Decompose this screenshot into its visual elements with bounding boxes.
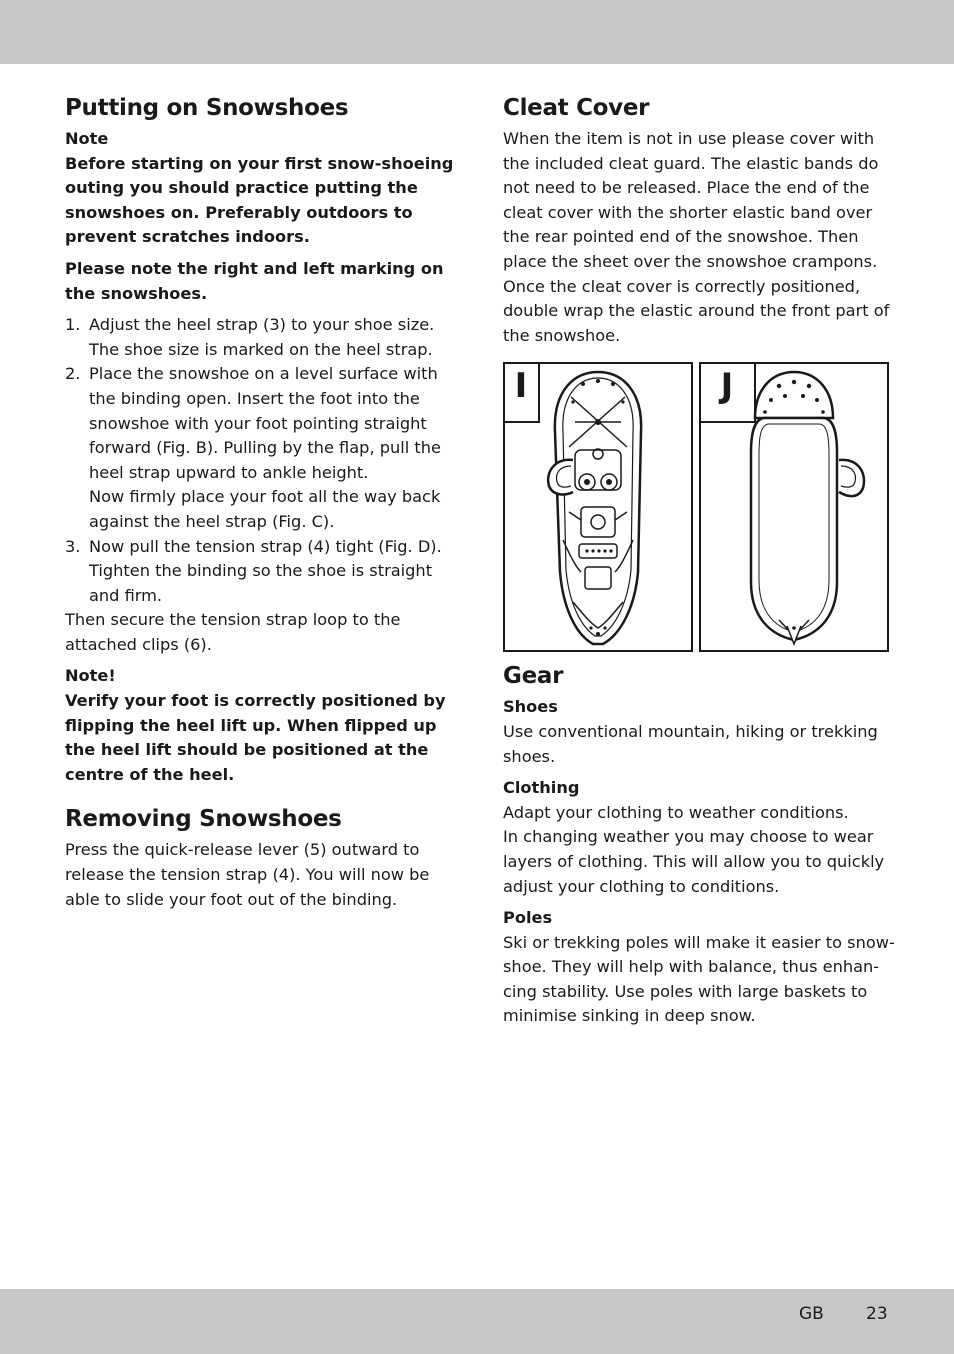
poles-label: Poles (503, 908, 553, 928)
note-label: Note (65, 129, 109, 148)
heading-removing-snowshoes: Removing Snowshoes (65, 806, 342, 833)
note-text-2: Verify your foot is correctly positioned by flipping the heel lift up. When flipped up the heel lift should be positioned at the centre of the heel. (65, 691, 446, 784)
list-item: 2. Place the snowshoe on a level surface with the binding open. Insert the foot into the snowshoe with your foot pointing straight forward (Fig. B). Pulling by the flap, pull the heel strap upward to ankle height. Now firmly place your foot all the way back against the heel strap (Fig. C). (65, 364, 441, 531)
header-band (0, 0, 954, 64)
note-text: Before starting on your first snow-shoeing outing you should practice putting the snowshoes on. Preferably outdoors to prevent scratches indoors. (65, 153, 454, 247)
left-column (65, 92, 457, 912)
note-label-2: Note! (65, 666, 116, 686)
clothing-text: Adapt your clothing to weather conditions. (503, 802, 849, 822)
footer-language: GB (799, 1304, 824, 1324)
figures (503, 362, 895, 652)
clothing-text-2: In changing weather you may choose to wear layers of clothing. This will allow you to quickly adjust your clothing to conditions. (503, 827, 885, 896)
figure-i-label: I (514, 366, 528, 407)
clothing-label: Clothing (503, 778, 580, 798)
list-item: 3. Now pull the tension strap (4) tight (Fig. D). Tighten the binding so the shoe is straight and firm. (65, 536, 442, 605)
right-column (503, 92, 895, 1029)
marking-note: Please note the right and left marking on the snowshoes. (65, 258, 444, 303)
heading-cleat-cover: Cleat Cover (503, 95, 650, 121)
list-item: 1. Adjust the heel strap (3) to your shoe size. The shoe size is marked on the heel strap. (65, 315, 435, 359)
page-number: 23 (866, 1304, 888, 1324)
shoes-label: Shoes (503, 697, 558, 717)
figure-i-snowshoe-illustration (503, 362, 693, 652)
after-steps-text: Then secure the tension strap loop to the attached clips (6). (65, 610, 401, 654)
figure-j-label: J (720, 366, 734, 407)
removing-text: Press the quick-release lever (5) outward to release the tension strap (4). You will now be able to slide your foot out of the binding. (65, 840, 430, 909)
cleat-cover-text: When the item is not in use please cover with the included cleat guard. The elastic bands do not need to be released. Place the end of the cleat cover with the shorter elastic band over the rear pointed end of the snowshoe. Then place the sheet over the snowshoe crampons. Once the cleat cover is correctly positioned, double wrap the elastic around the front part of the snowshoe. (503, 129, 890, 345)
figure-j-cleat-cover-illustration (699, 362, 889, 652)
heading-putting-on-snowshoes: Putting on Snowshoes (65, 95, 349, 121)
shoes-text: Use conventional mountain, hiking or trekking shoes. (503, 721, 878, 766)
steps-list (65, 313, 457, 608)
poles-text: Ski or trekking poles will make it easier to snow-shoe. They will help with balance, thus enhan-cing stability. Use poles with large baskets to minimise sinking in deep snow. (503, 932, 895, 1026)
heading-gear: Gear (503, 663, 564, 690)
